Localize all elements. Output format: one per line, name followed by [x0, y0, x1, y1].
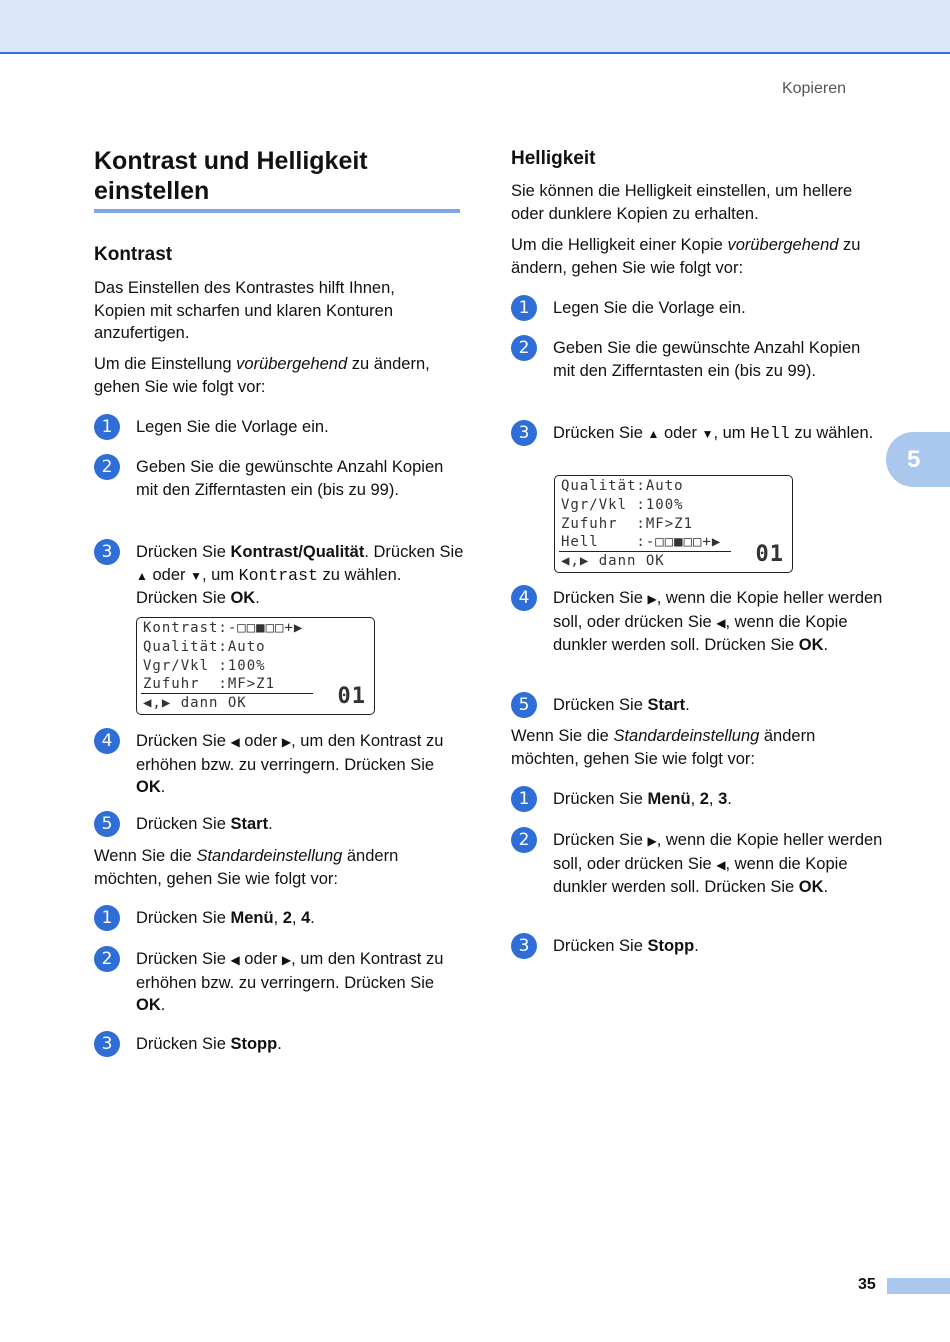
kontrast-std-intro: Wenn Sie die Standardeinstellung ändern möchten, gehen Sie wie folgt vor: [94, 847, 399, 888]
kontrast-std-step-2: 2 Drücken Sie ◀ oder ▶, um den Kontrast zu erhöhen bzw. zu verringern. Drücken Sie OK. [136, 948, 466, 1017]
kontrast-temp-intro: Um die Einstellung vorübergehend zu ändern, gehen Sie wie folgt vor: [94, 355, 430, 396]
page-number: 35 [858, 1276, 876, 1293]
kontrast-step-5: 5 Drücken Sie Start. [136, 813, 466, 836]
step-number-2: 2 [94, 946, 120, 972]
helligkeit-std-step-1: 1 Drücken Sie Menü, 2, 3. [553, 788, 883, 811]
helligkeit-step-5: 5 Drücken Sie Start. [553, 694, 883, 717]
helligkeit-std-step-2: 2 Drücken Sie ▶, wenn die Kopie heller werden soll, oder drücken Sie ◀, wenn die Kopie dunkler werden soll. Drücken Sie OK. [553, 829, 883, 899]
lcd-separator [141, 693, 313, 694]
page-bar [887, 1278, 950, 1294]
helligkeit-step-3: 3 Drücken Sie ▲ oder ▼, um Hell zu wählen. [553, 422, 883, 446]
section-title-line2: einstellen [94, 177, 210, 205]
lcd-line: Kontrast:-□□■□□+▶ [143, 620, 304, 636]
step-number-1: 1 [94, 905, 120, 931]
lcd-separator [559, 551, 731, 552]
step-number-1: 1 [94, 414, 120, 440]
lcd-display-kontrast [136, 617, 375, 715]
kontrast-std-step-3: 3 Drücken Sie Stopp. [136, 1033, 466, 1056]
right-arrow-icon: ▶ [281, 953, 292, 967]
step-number-3: 3 [511, 420, 537, 446]
header-band [0, 0, 950, 54]
subheading-helligkeit: Helligkeit [511, 148, 596, 169]
left-arrow-icon: ◀ [230, 735, 240, 749]
step-number-2: 2 [94, 454, 120, 480]
right-arrow-icon: ▶ [647, 592, 657, 606]
step-number-5: 5 [94, 811, 120, 837]
left-arrow-icon: ◀ [716, 857, 726, 872]
helligkeit-step-1: 1 Legen Sie die Vorlage ein. [553, 297, 883, 320]
helligkeit-step-2: 2 Geben Sie die gewünschte Anzahl Kopien mit den Zifferntasten ein (bis zu 99). [553, 337, 883, 382]
chapter-tab [886, 432, 950, 487]
step-number-1: 1 [511, 786, 537, 812]
kontrast-step-3: 3 Drücken Sie Kontrast/Qualität. Drücken Sie ▲ oder ▼, um Kontrast zu wählen. Drücken Sie OK. [136, 541, 466, 610]
step-number-3: 3 [511, 933, 537, 959]
step-number-4: 4 [511, 585, 537, 611]
step-number-2: 2 [511, 827, 537, 853]
helligkeit-temp-intro: Um die Helligkeit einer Kopie vorübergehend zu ändern, gehen Sie wie folgt vor: [511, 236, 861, 277]
section-title-line1: Kontrast und Helligkeit [94, 147, 368, 175]
lcd-line: ◀,▶ dann OK [561, 553, 665, 569]
kontrast-intro: Das Einstellen des Kontrastes hilft Ihnen, Kopien mit scharfen und klaren Konturen anzufertigen. [94, 279, 395, 342]
section-title [94, 146, 460, 206]
step-number-2: 2 [511, 335, 537, 361]
lcd-line: Zufuhr :MF>Z1 [561, 516, 694, 532]
helligkeit-std-step-3: 3 Drücken Sie Stopp. [553, 935, 883, 958]
lcd-copy-count: 01 [755, 542, 784, 567]
lcd-line: Vgr/Vkl :100% [561, 497, 684, 513]
helligkeit-step-4: 4 Drücken Sie ▶, wenn die Kopie heller werden soll, oder drücken Sie ◀, wenn die Kopie dunkler werden soll. Drücken Sie OK. [553, 587, 883, 657]
down-arrow-icon: ▼ [701, 427, 714, 441]
down-arrow-icon: ▼ [190, 568, 202, 583]
left-arrow-icon: ◀ [230, 953, 240, 967]
lcd-line: ◀,▶ dann OK [143, 695, 247, 711]
step-number-1: 1 [511, 295, 537, 321]
step-number-4: 4 [94, 728, 120, 754]
kontrast-step-1: 1 Legen Sie die Vorlage ein. [136, 416, 466, 439]
helligkeit-intro: Sie können die Helligkeit einstellen, um hellere oder dunklere Kopien zu erhalten. [511, 182, 853, 223]
left-arrow-icon: ◀ [716, 615, 726, 630]
helligkeit-std-intro: Wenn Sie die Standardeinstellung ändern möchten, gehen Sie wie folgt vor: [511, 727, 816, 768]
right-arrow-icon: ▶ [281, 735, 292, 749]
step-number-3: 3 [94, 539, 120, 565]
lcd-line: Qualität:Auto [143, 639, 266, 655]
step-number-3: 3 [94, 1031, 120, 1057]
kontrast-step-2: 2 Geben Sie die gewünschte Anzahl Kopien mit den Zifferntasten ein (bis zu 99). [136, 456, 466, 501]
lcd-line: Zufuhr :MF>Z1 [143, 676, 276, 692]
running-head: Kopieren [781, 80, 846, 97]
lcd-line: Hell :-□□■□□+▶ [561, 534, 722, 550]
subheading-kontrast: Kontrast [94, 244, 173, 265]
lcd-copy-count: 01 [337, 684, 366, 709]
up-arrow-icon: ▲ [647, 427, 660, 441]
lcd-line: Vgr/Vkl :100% [143, 658, 266, 674]
up-arrow-icon: ▲ [136, 568, 148, 583]
lcd-display-helligkeit [554, 475, 793, 573]
title-rule [94, 209, 460, 213]
step-number-5: 5 [511, 692, 537, 718]
kontrast-std-step-1: 1 Drücken Sie Menü, 2, 4. [136, 907, 466, 930]
kontrast-step-4: 4 Drücken Sie ◀ oder ▶, um den Kontrast zu erhöhen bzw. zu verringern. Drücken Sie OK. [136, 730, 466, 799]
lcd-line: Qualität:Auto [561, 478, 684, 494]
right-arrow-icon: ▶ [647, 834, 657, 848]
chapter-number: 5 [907, 445, 921, 473]
